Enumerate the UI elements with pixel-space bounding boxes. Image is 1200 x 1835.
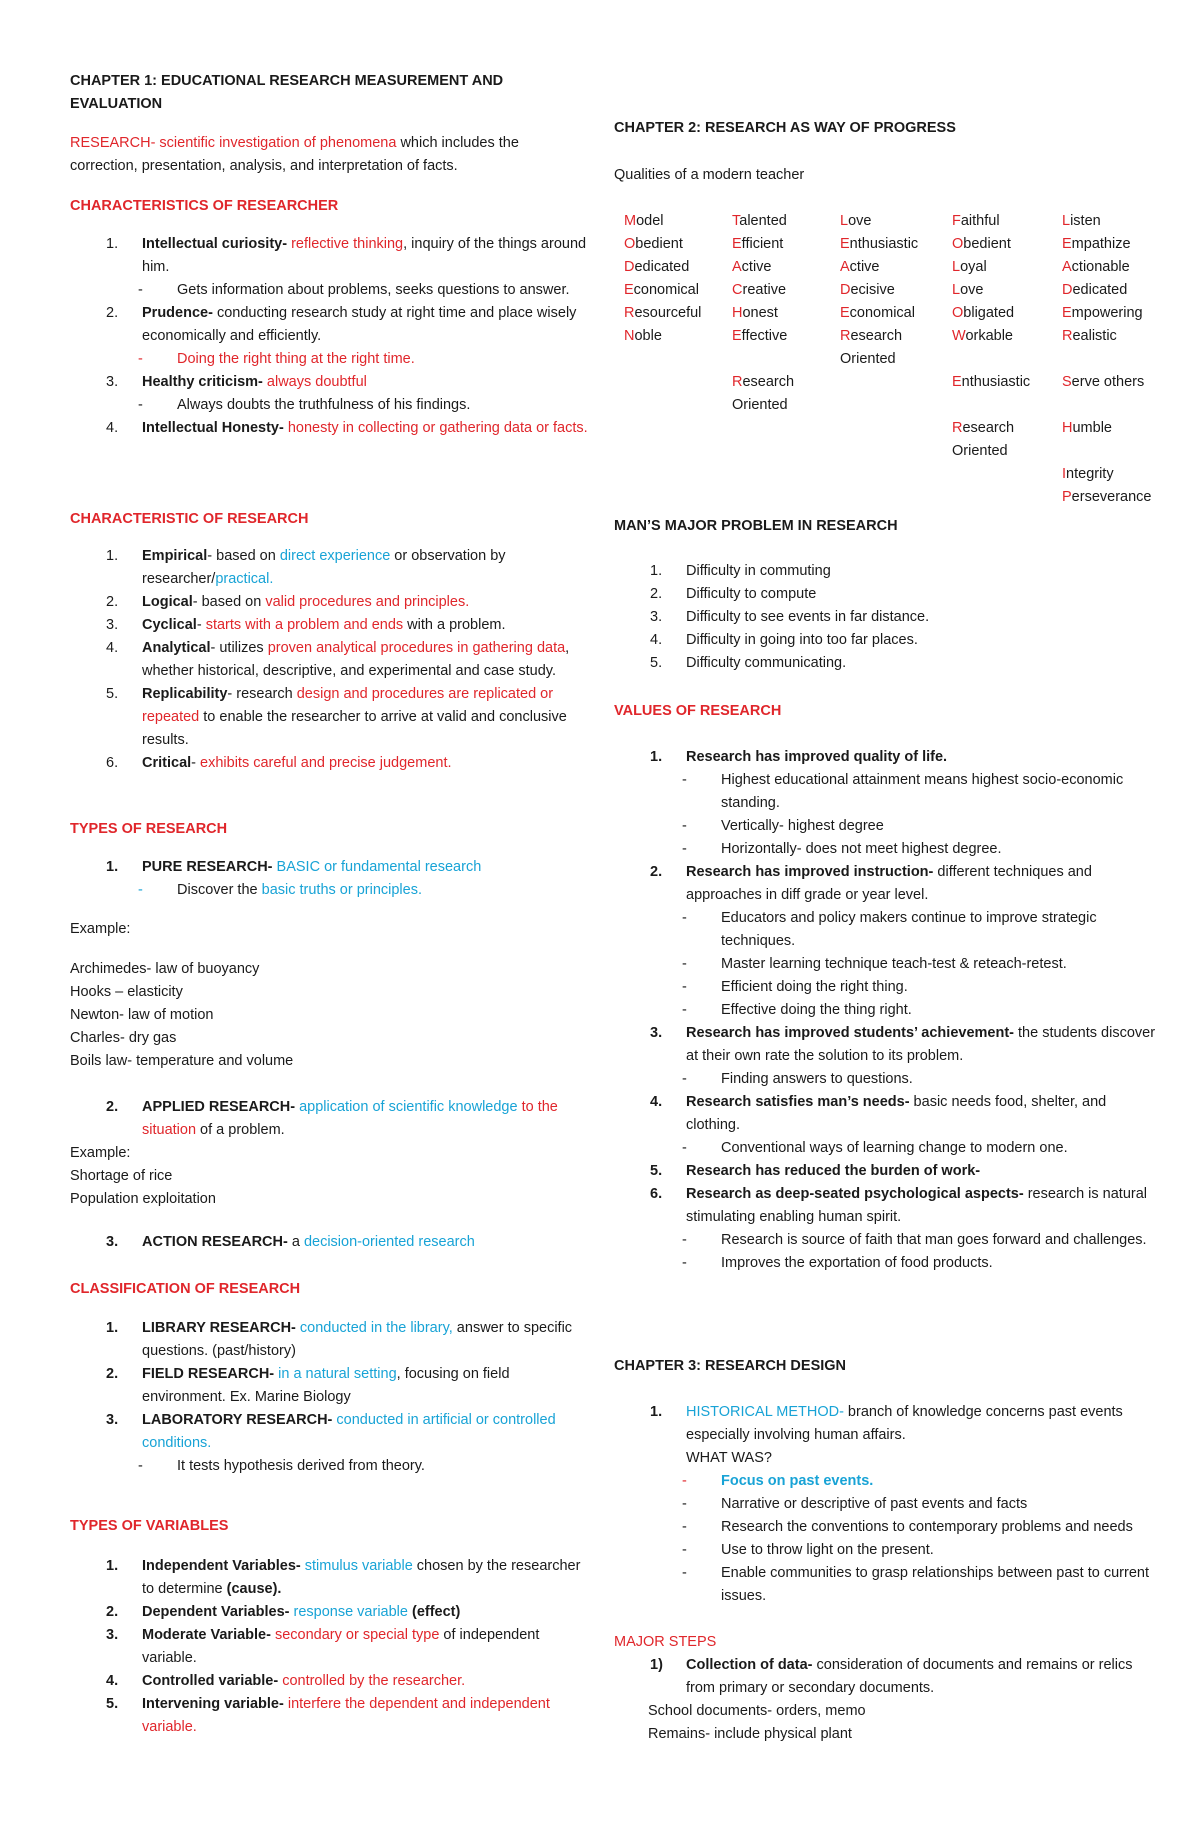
quality-word: Faithful [952,213,1000,229]
quality-word: Research [952,420,1015,436]
man-problem-list [614,560,1174,675]
sub-item: - Use to throw light on the present. [682,1542,934,1558]
quality-word: Creative [732,282,787,298]
list-item: 5. Replicability- research design and procedures are replicated or repeated to enable the researcher to arrive at valid and conclusive results. [106,686,567,748]
sub-item: - Horizontally- does not meet highest degree. [682,841,1002,857]
quality-word [1062,348,1172,371]
example-line: Population exploitation [70,1191,216,1207]
quality-word [732,348,842,371]
example-line: Newton- law of motion [70,1007,214,1023]
applied-research [70,1096,590,1142]
quality-word: Integrity [1062,466,1114,482]
qualities-column-teacher [732,210,842,417]
list-item: 6. Critical- exhibits careful and precise judgement. [106,755,452,771]
qualities-label: Qualities of a modern teacher [614,167,805,183]
quality-word: Empathize [1062,236,1131,252]
qualities-column-leaders [1062,210,1172,509]
sub-item: - Always doubts the truthfulness of his findings. [138,397,471,413]
sub-item: - Efficient doing the right thing. [682,979,908,995]
quality-word [1062,440,1172,463]
quality-word: Oriented [952,443,1008,459]
sub-item: - Narrative or descriptive of past events and facts [682,1496,1028,1512]
list-item: 1. Independent Variables- stimulus variable chosen by the researcher to determine (cause). [106,1558,581,1597]
research-definition [70,132,580,178]
sub-item: - Discover the basic truths or principles. [138,882,422,898]
quality-word: Oriented [732,397,788,413]
quality-word: Decisive [840,282,895,298]
characteristics-researcher-heading: CHARACTERISTICS OF RESEARCHER [70,198,339,214]
variables-list [70,1555,590,1739]
quality-word: Listen [1062,213,1101,229]
characteristic-research-list [70,545,590,775]
quality-word: Resourceful [624,305,702,321]
variables-heading: TYPES OF VARIABLES [70,1518,229,1534]
list-item: 1. Empirical- based on direct experience or observation by researcher/practical. [106,548,506,587]
classification-heading: CLASSIFICATION OF RESEARCH [70,1281,301,1297]
characteristic-research-heading: CHARACTERISTIC OF RESEARCH [70,511,309,527]
list-item: 3. Research has improved students’ achievement- the students discover at their own rate the solution to its problem. [650,1025,1156,1064]
quality-word: Loyal [952,259,987,275]
list-item: 2. Prudence- conducting research study at right time and place wisely economically and efficiently. [106,305,577,344]
sub-item: - Finding answers to questions. [682,1071,913,1087]
quality-word [952,348,1062,371]
list-item: 3. Difficulty to see events in far distance. [650,609,930,625]
qualities-column-leader [840,210,950,371]
quality-word: Perseverance [1062,489,1152,505]
sub-item: - Enable communities to grasp relationships between past to current issues. [682,1565,1149,1604]
major-steps-heading: MAJOR STEPS [614,1634,717,1650]
quality-word: Enthusiastic [952,374,1031,390]
sub-item: - Focus on past events. [682,1473,874,1489]
list-item: 4. Analytical- utilizes proven analytical procedures in gathering data, whether historical, descriptive, and experimental and case study. [106,640,570,679]
quality-word [952,394,1062,417]
examples-list-2 [70,1142,216,1211]
research-definition-rest: which includes the correction, presentation, analysis, and interpretation of facts. [70,135,519,174]
quality-word: Efficient [732,236,784,252]
pure-research [70,856,590,902]
quality-word: Empowering [1062,305,1143,321]
example-label: Example: [70,1145,131,1161]
sub-item: - Master learning technique teach-test & reteach-retest. [682,956,1067,972]
sub-item: - Effective doing the thing right. [682,1002,912,1018]
quality-word: Actionable [1062,259,1130,275]
types-research-heading: TYPES OF RESEARCH [70,821,228,837]
sub-item: - Doing the right thing at the right time. [138,351,415,367]
list-item: 1. Difficulty in commuting [650,563,831,579]
list-item: 3. LABORATORY RESEARCH- conducted in artificial or controlled conditions. [106,1412,556,1451]
list-item: 5. Research has reduced the burden of work- [650,1163,981,1179]
chapter1-title: CHAPTER 1: EDUCATIONAL RESEARCH MEASUREMENT AND EVALUATION [70,73,504,112]
research-term: RESEARCH- [70,135,156,151]
list-item: 4. Research satisfies man’s needs- basic needs food, shelter, and clothing. [650,1094,1107,1133]
example-line: Archimedes- law of buoyancy [70,961,260,977]
sub-item: - Research is source of faith that man goes forward and challenges. [682,1232,1147,1248]
quality-word: Love [952,282,984,298]
list-item: 5. Difficulty communicating. [650,655,847,671]
list-item: 2. Research has improved instruction- different techniques and approaches in diff grade or year level. [650,864,1092,903]
example-label: Example: [70,921,131,937]
list-item: 1) Collection of data- consideration of documents and remains or relics from primary or secondary documents. [650,1657,1133,1696]
quality-word: Economical [624,282,699,298]
quality-word: Love [840,213,872,229]
list-item: 3. Healthy criticism- always doubtful [106,374,367,390]
historical-method [614,1401,1164,1608]
list-item: 4. Intellectual Honesty- honesty in collecting or gathering data or facts. [106,420,588,436]
characteristics-researcher-list [70,233,590,440]
quality-word: Active [840,259,880,275]
list-item: 1. Research has improved quality of life. [650,749,948,765]
sub-item: - Highest educational attainment means highest socio-economic standing. [682,772,1124,811]
values-heading: VALUES OF RESEARCH [614,703,782,719]
list-item: 2. Difficulty to compute [650,586,817,602]
step-line: School documents- orders, memo [648,1703,866,1719]
example-line: Charles- dry gas [70,1030,177,1046]
quality-word: Honest [732,305,778,321]
list-item: 4. Difficulty in going into too far places. [650,632,918,648]
example-line: Hooks – elasticity [70,984,183,1000]
major-steps-list [614,1654,1164,1700]
quality-word: Active [732,259,772,275]
research-term-colored: scientific investigation of phenomena [155,135,397,151]
list-item: 2. Dependent Variables- response variable (effect) [106,1604,461,1620]
what-was-line: WHAT WAS? [686,1450,772,1466]
list-item: 4. Controlled variable- controlled by the researcher. [106,1673,466,1689]
list-item: 1. HISTORICAL METHOD- branch of knowledge concerns past events especially involving human affairs. [650,1404,1123,1443]
list-item: 2. Logical- based on valid procedures and principles. [106,594,470,610]
quality-word: Obligated [952,305,1015,321]
chapter3-title: CHAPTER 3: RESEARCH DESIGN [614,1358,847,1374]
sub-item: - Research the conventions to contemporary problems and needs [682,1519,1133,1535]
sub-item: - Vertically- highest degree [682,818,884,834]
quality-word: Enthusiastic [840,236,919,252]
list-item: 3. Moderate Variable- secondary or special type of independent variable. [106,1627,540,1666]
quality-word [1062,394,1172,417]
example-line: Shortage of rice [70,1168,173,1184]
example-line: Boils law- temperature and volume [70,1053,294,1069]
examples-list [70,958,293,1073]
quality-word: Noble [624,328,662,344]
sub-item: - It tests hypothesis derived from theory. [138,1458,425,1474]
list-item: 1. Intellectual curiosity- reflective thinking, inquiry of the things around him. [106,236,587,275]
sub-item: - Gets information about problems, seeks questions to answer. [138,282,570,298]
list-item: 2. APPLIED RESEARCH- application of scientific knowledge to the situation of a problem. [106,1099,558,1138]
values-list [614,746,1164,1275]
quality-word: Obedient [624,236,683,252]
list-item: 2. FIELD RESEARCH- in a natural setting, focusing on field environment. Ex. Marine Biology [106,1366,510,1405]
list-item: 1. LIBRARY RESEARCH- conducted in the library, answer to specific questions. (past/history) [106,1320,573,1359]
quality-word: Model [624,213,664,229]
sub-item: - Improves the exportation of food products. [682,1255,993,1271]
quality-word: Talented [732,213,787,229]
quality-word: Dedicated [624,259,690,275]
list-item: 1. PURE RESEARCH- BASIC or fundamental research [106,859,482,875]
quality-word: Effective [732,328,788,344]
sub-item: - Conventional ways of learning change to modern one. [682,1140,1068,1156]
qualities-column-model [624,210,734,348]
sub-item: - Educators and policy makers continue to improve strategic techniques. [682,910,1097,949]
chapter2-title: CHAPTER 2: RESEARCH AS WAY OF PROGRESS [614,120,956,136]
major-steps-lines [648,1700,866,1746]
qualities-column-follower [952,210,1062,463]
classification-list [70,1317,590,1478]
step-line: Remains- include physical plant [648,1726,852,1742]
quality-word: Realistic [1062,328,1117,344]
quality-word: Serve others [1062,374,1145,390]
quality-word: Obedient [952,236,1011,252]
list-item: 3. ACTION RESEARCH- a decision-oriented research [106,1234,475,1250]
action-research [70,1231,590,1254]
quality-word: Research [732,374,795,390]
man-problem-heading: MAN’S MAJOR PROBLEM IN RESEARCH [614,518,898,534]
quality-word: Humble [1062,420,1112,436]
quality-word: Economical [840,305,915,321]
list-item: 6. Research as deep-seated psychological aspects- research is natural stimulating enabling human spirit. [650,1186,1147,1225]
quality-word: Workable [952,328,1013,344]
quality-word: Oriented [840,351,896,367]
quality-word: Research [840,328,903,344]
list-item: 5. Intervening variable- interfere the dependent and independent variable. [106,1696,550,1735]
list-item: 3. Cyclical- starts with a problem and ends with a problem. [106,617,506,633]
quality-word: Dedicated [1062,282,1128,298]
